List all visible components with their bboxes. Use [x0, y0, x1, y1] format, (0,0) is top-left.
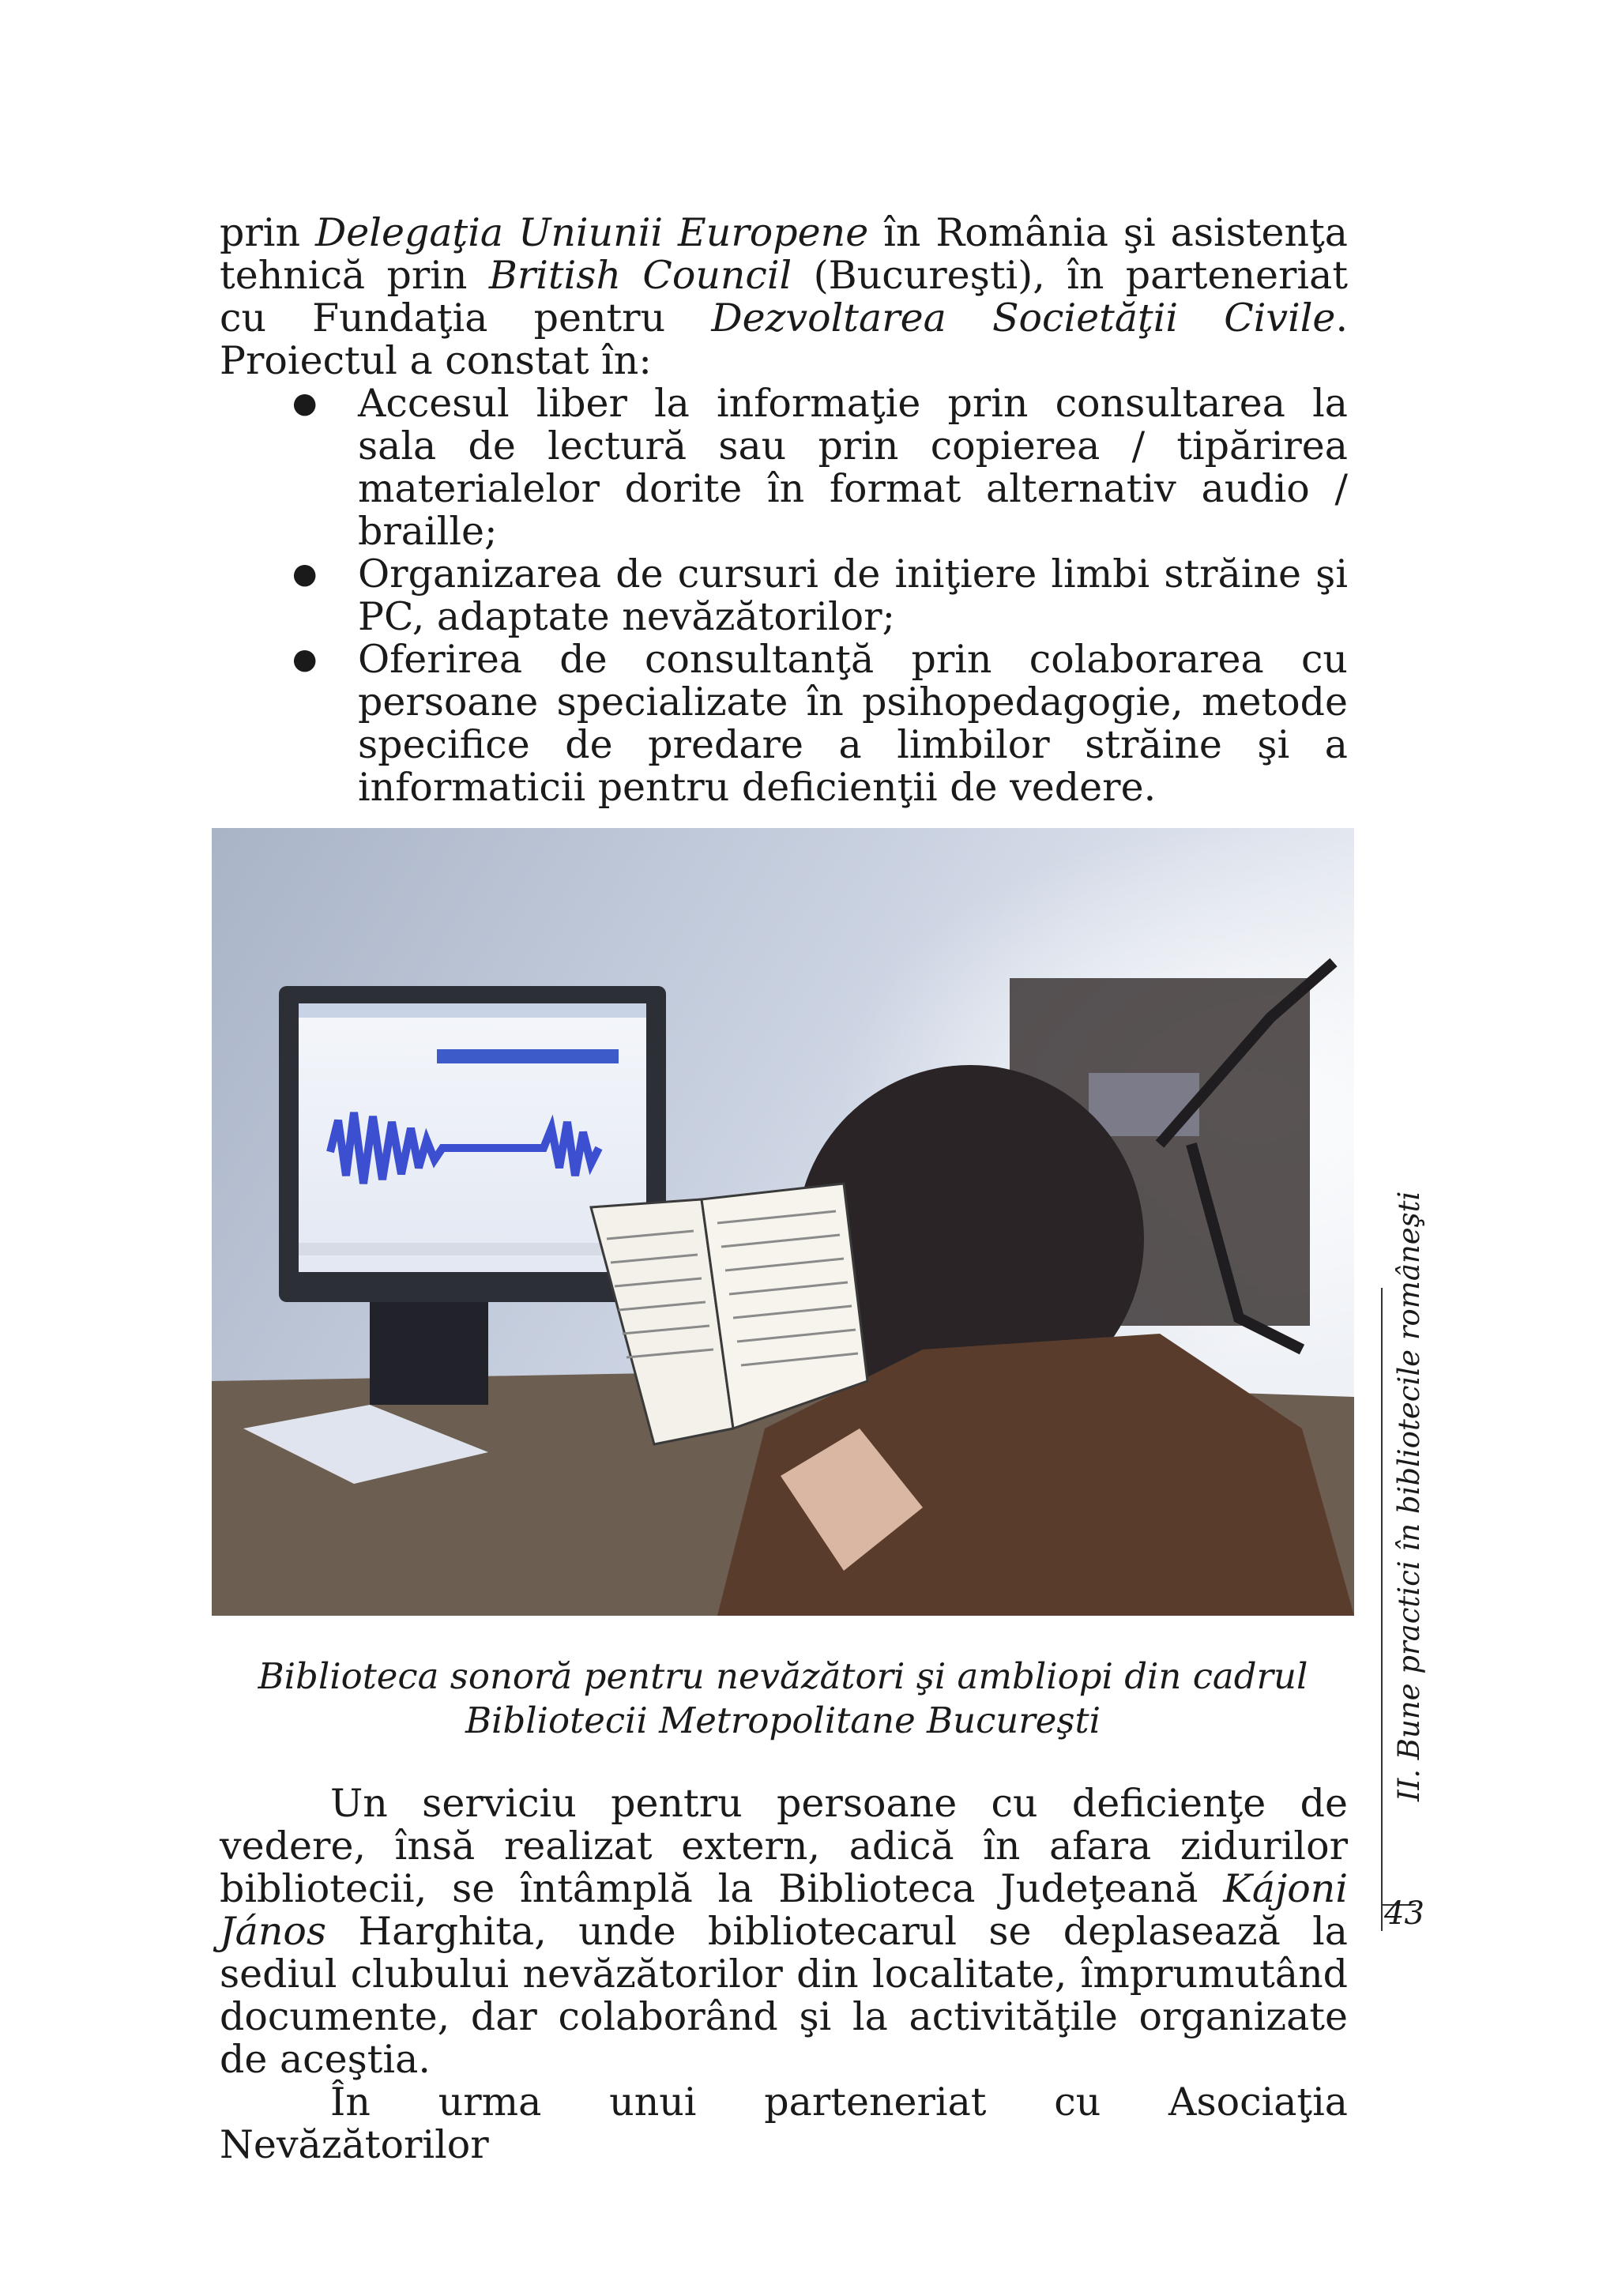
photo-caption [212, 1654, 1354, 1743]
caption-line: Bibliotecii Metropolitane Bucureşti [465, 1699, 1101, 1741]
running-chapter-title: II. Bune practici în bibliotecile româneşti [1392, 1191, 1426, 1801]
photo-shelf-books [1089, 1073, 1199, 1136]
intro-emphasis-british-council: British Council [488, 253, 792, 298]
intro-paragraph [220, 212, 1348, 382]
intro-text: prin [220, 210, 315, 255]
list-item [220, 638, 1348, 809]
intro-text: (Bucureşti), în parteneriat cu Fundaţia pentru [220, 253, 1349, 341]
bullet-dot-icon: ● [292, 643, 318, 676]
photo-screen-toolbar [299, 1003, 646, 1018]
body-paragraph: În urma unui parteneriat cu Asociaţia Nevăzătorilor [220, 2080, 1348, 2167]
bullet-dot-icon: ● [292, 387, 318, 420]
list-item-text: Organizarea de cursuri de iniţiere limbi străine şi PC, adaptate nevăzătorilor; [358, 551, 1348, 639]
intro-section [220, 212, 1348, 809]
list-item [220, 382, 1348, 553]
body-emphasis-library-name: Kájoni János [220, 1866, 1348, 1954]
body-text: Un serviciu pentru persoane cu deficienţe de vedere, însă realizat extern, adică în afara zidurilor bibliotecii, se întâmplă la Biblioteca Judeţeană [220, 1781, 1348, 1911]
photo-screen-window-title [437, 1049, 619, 1063]
photo-screen-taskbar [299, 1243, 646, 1255]
bullet-list [220, 382, 1348, 809]
caption-line: Biblioteca sonoră pentru nevăzători şi ambliopi din cadrul [258, 1655, 1308, 1697]
bullet-dot-icon: ● [292, 558, 318, 590]
intro-text: în România şi asistenţa tehnică prin [220, 210, 1348, 298]
list-item-text: Accesul liber la informaţie prin consultarea la sala de lectură sau prin copierea / tipărirea materialelor dorite în format alternativ audio / braille; [358, 381, 1348, 554]
intro-emphasis-foundation: Dezvoltarea Societăţii Civile [711, 295, 1336, 341]
intro-text: . Proiectul a constat în: [220, 295, 1349, 383]
list-item-text: Oferirea de consultanţă prin colaborarea cu persoane specializate în psihopedagogie, metode specifice de predare a limbilor străine şi a informaticii pentru deficienţii de vedere. [358, 637, 1348, 810]
sidebar-rule-vertical [1381, 1288, 1383, 1931]
page-number: 43 [1384, 1895, 1424, 1932]
body-paragraph [220, 1782, 1348, 2081]
library-photo [212, 828, 1354, 1616]
body-text: Harghita, unde bibliotecarul se deplasează la sediul clubului nevăzătorilor din localitate, împrumutând documente, dar colaborând şi la activităţile organizate de aceştia. [220, 1909, 1348, 2082]
body-section [220, 1782, 1348, 2166]
list-item [220, 553, 1348, 638]
intro-emphasis-eu-delegation: Delegaţia Uniunii Europene [315, 210, 869, 255]
photo-monitor-stand [370, 1302, 488, 1405]
